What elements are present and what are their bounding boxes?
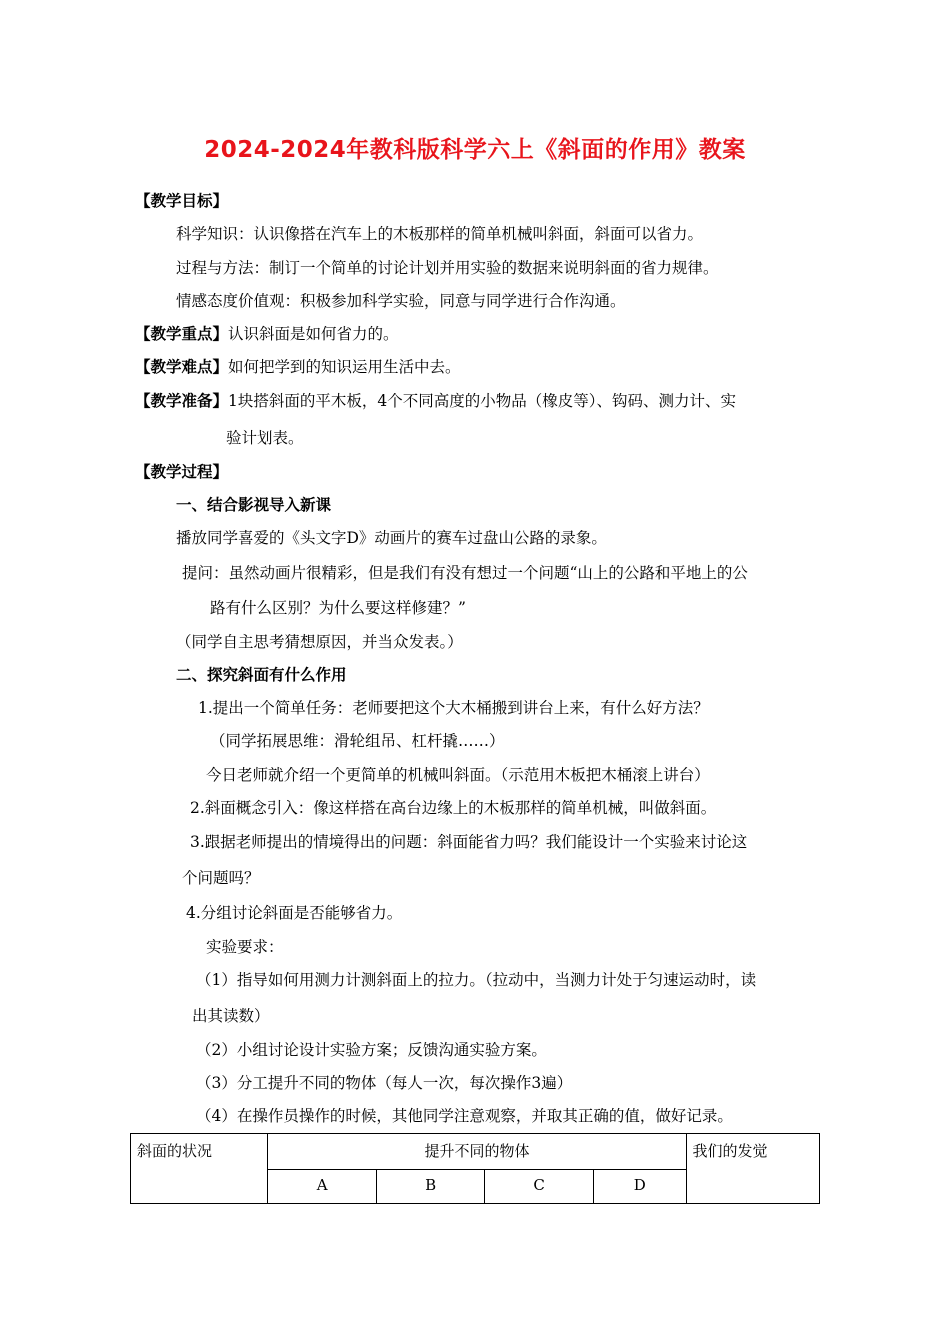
table-object-c	[485, 1170, 594, 1204]
step1-intro: 今日老师就介绍一个更简单的机械叫斜面。（示范用木板把木桶滚上讲台）	[206, 766, 710, 784]
section1-title: 一、结合影视导入新课	[176, 496, 332, 514]
table-header-state-label: 斜面的状况	[137, 1142, 213, 1160]
requirements-title: 实验要求：	[206, 938, 284, 956]
section1-para2-cont: 路有什么区别？为什么要这样修建？”	[210, 599, 466, 617]
key-point-line	[135, 324, 399, 344]
key-point-label: 【教学重点】	[135, 325, 229, 343]
step1-note: （同学拓展思维：滑轮组吊、杠杆撬……）	[210, 732, 505, 750]
prep-text: 1块搭斜面的平木板，4个不同高度的小物品（橡皮等）、钩码、测力计、实	[228, 392, 736, 410]
requirement-3: （3）分工提升不同的物体（每人一次，每次操作3遍）	[196, 1074, 573, 1092]
step3-cont: 个问题吗？	[182, 869, 260, 887]
prep-text-cont: 验计划表。	[226, 429, 304, 447]
experiment-table	[130, 1133, 820, 1204]
table-object-a-label: A	[316, 1176, 328, 1194]
section2-title: 二、探究斜面有什么作用	[176, 666, 347, 684]
goal-knowledge: 科学知识：认识像搭在汽车上的木板那样的简单机械叫斜面，斜面可以省力。	[176, 225, 704, 243]
step1: 1.提出一个简单任务：老师要把这个大木桶搬到讲台上来，有什么好方法？	[198, 699, 709, 717]
goal-attitude: 情感态度价值观：积极参加科学实验，同意与同学进行合作沟通。	[176, 292, 626, 310]
table-header-findings-label: 我们的发觉	[692, 1142, 768, 1160]
table-object-d-label: D	[633, 1176, 646, 1194]
goal-method: 过程与方法：制订一个简单的讨论计划并用实验的数据来说明斜面的省力规律。	[176, 259, 719, 277]
table-header-objects-label: 提升不同的物体	[424, 1142, 530, 1160]
table-object-b-label: B	[425, 1176, 437, 1194]
difficulty-label: 【教学难点】	[135, 358, 229, 376]
requirement-4: （4）在操作员操作的时候，其他同学注意观察，并取其正确的值，做好记录。	[196, 1107, 733, 1125]
step2: 2.斜面概念引入：像这样搭在高台边缘上的木板那样的简单机械，叫做斜面。	[190, 799, 717, 817]
requirement-2: （2）小组讨论设计实验方案；反馈沟通实验方案。	[196, 1041, 547, 1059]
key-point-text: 认识斜面是如何省力的。	[228, 325, 399, 343]
section1-para3: （同学自主思考猜想原因，并当众发表。）	[176, 633, 463, 651]
table-object-b	[376, 1170, 485, 1204]
table-object-d	[593, 1170, 686, 1204]
document-title: 2024-2024年教科版科学六上《斜面的作用》教案	[204, 137, 746, 163]
step3: 3.跟据老师提出的情境得出的问题：斜面能省力吗？我们能设计一个实验来讨论这	[190, 833, 748, 851]
difficulty-line	[135, 357, 461, 377]
step4: 4.分组讨论斜面是否能够省力。	[186, 904, 403, 922]
requirement-1-cont: 出其读数）	[192, 1007, 270, 1025]
prep-label: 【教学准备】	[135, 392, 229, 410]
section1-para2: 提问：虽然动画片很精彩，但是我们有没有想过一个问题“山上的公路和平地上的公	[182, 564, 748, 582]
table-header-state	[131, 1134, 268, 1204]
prep-line	[135, 391, 736, 411]
goals-heading: 【教学目标】	[135, 192, 229, 210]
section1-para1: 播放同学喜爱的《头文字D》动画片的赛车过盘山公路的录象。	[176, 529, 607, 547]
table-header-findings	[686, 1134, 819, 1204]
table-object-c-label: C	[533, 1176, 545, 1194]
requirement-1: （1）指导如何用测力计测斜面上的拉力。（拉动中，当测力计处于匀速运动时，读	[196, 971, 757, 989]
process-heading: 【教学过程】	[135, 463, 229, 481]
difficulty-text: 如何把学到的知识运用生活中去。	[228, 358, 461, 376]
table-header-objects	[268, 1134, 686, 1170]
table-object-a	[268, 1170, 377, 1204]
